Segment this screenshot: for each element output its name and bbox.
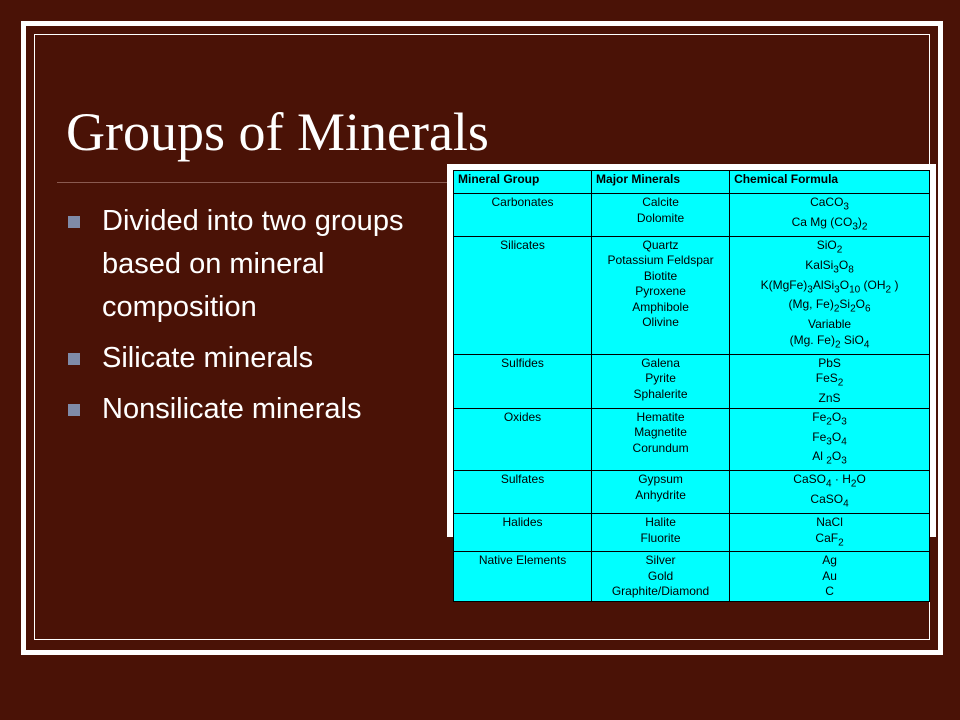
chemical-formula: CaCO$_3$ bbox=[810, 195, 849, 213]
table-row bbox=[454, 514, 930, 552]
cell-chemical-formula bbox=[730, 514, 930, 552]
header-major-minerals: Major Minerals bbox=[592, 171, 730, 194]
chemical-formula: Al $_2O_3$ bbox=[812, 449, 847, 467]
mineral-name: Potassium Feldspar bbox=[607, 253, 714, 268]
cell-chemical-formula bbox=[730, 354, 930, 408]
table-row bbox=[454, 471, 930, 514]
mineral-name: Quartz bbox=[642, 237, 679, 252]
mineral-name: Pyrite bbox=[645, 371, 676, 386]
chemical-formula: $K(MgFe)_3AlSi_3O_{10}$ ($OH_2$ ) bbox=[760, 277, 899, 295]
cell-mineral-group: Oxides bbox=[454, 408, 592, 471]
chemical-formula: Au bbox=[822, 568, 837, 583]
cell-major-minerals bbox=[592, 514, 730, 552]
chemical-formula: Ca Mg $(CO_3)_2$ bbox=[791, 214, 868, 233]
mineral-name: Hematite bbox=[636, 409, 685, 424]
chemical-formula: FeS$_2$ bbox=[815, 371, 844, 389]
cell-mineral-group: Halides bbox=[454, 514, 592, 552]
mineral-name: Halite bbox=[645, 515, 676, 530]
mineral-name: Magnetite bbox=[634, 425, 687, 440]
chemical-formula: $KalSi_3O_8$ bbox=[805, 257, 854, 276]
square-bullet-icon bbox=[68, 404, 80, 416]
chemical-formula: Variable bbox=[807, 317, 852, 332]
mineral-name: Calcite bbox=[642, 195, 679, 209]
title-divider bbox=[57, 182, 452, 183]
chemical-formula: ZnS bbox=[818, 391, 841, 406]
mineral-name: Graphite/Diamond bbox=[611, 584, 710, 599]
mineral-name: Dolomite bbox=[636, 210, 685, 225]
mineral-name: Olivine bbox=[642, 315, 679, 330]
cell-chemical-formula bbox=[730, 236, 930, 354]
table-row bbox=[454, 354, 930, 408]
mineral-name: Corundum bbox=[632, 440, 689, 455]
header-chemical-formula: Chemical Formula bbox=[730, 171, 930, 194]
chemical-formula: SiO$_2$ bbox=[816, 237, 843, 256]
bullet-text: Divided into two groups based on mineral composition bbox=[102, 205, 404, 323]
bullet-text: Nonsilicate minerals bbox=[102, 393, 362, 425]
cell-mineral-group: Native Elements bbox=[454, 552, 592, 602]
mineral-name: Galena bbox=[641, 355, 680, 370]
chemical-formula: $Fe_2O_3$ bbox=[812, 409, 847, 428]
chemical-formula: Ag bbox=[822, 553, 837, 568]
cell-major-minerals bbox=[592, 236, 730, 354]
bullet-item bbox=[68, 388, 440, 431]
cell-chemical-formula bbox=[730, 471, 930, 514]
cell-major-minerals bbox=[592, 552, 730, 602]
bullet-item bbox=[68, 337, 440, 380]
bullet-list bbox=[68, 200, 440, 431]
cell-mineral-group: Sulfates bbox=[454, 471, 592, 514]
cell-major-minerals bbox=[592, 354, 730, 408]
bullet-text: Silicate minerals bbox=[102, 342, 314, 374]
chemical-formula: C bbox=[825, 584, 834, 599]
cell-major-minerals bbox=[592, 194, 730, 237]
cell-chemical-formula bbox=[730, 408, 930, 471]
table-row bbox=[454, 408, 930, 471]
chemical-formula: PbS bbox=[818, 355, 841, 370]
chemical-formula: CaF$_2$ bbox=[815, 530, 844, 548]
slide-title: Groups of Minerals bbox=[66, 102, 489, 162]
cell-mineral-group: Sulfides bbox=[454, 354, 592, 408]
table-header-row bbox=[454, 171, 930, 194]
bullet-item bbox=[68, 200, 440, 329]
mineral-name: Biotite bbox=[643, 268, 678, 283]
table-row bbox=[454, 194, 930, 237]
mineral-table-image bbox=[447, 164, 936, 599]
mineral-name: Silver bbox=[645, 553, 676, 568]
cell-mineral-group: Silicates bbox=[454, 236, 592, 354]
table-row bbox=[454, 552, 930, 602]
table-row bbox=[454, 236, 930, 354]
chemical-formula: (Mg. $Fe)_2$ SiO$_4$ bbox=[789, 332, 870, 351]
cell-major-minerals bbox=[592, 408, 730, 471]
mineral-name: Anhydrite bbox=[635, 487, 686, 502]
cell-chemical-formula bbox=[730, 194, 930, 237]
table-body bbox=[454, 194, 930, 602]
square-bullet-icon bbox=[68, 216, 80, 228]
cell-chemical-formula bbox=[730, 552, 930, 602]
mineral-name: Amphibole bbox=[632, 299, 689, 314]
mineral-groups-table bbox=[453, 170, 930, 602]
mineral-name: Pyroxene bbox=[635, 284, 686, 299]
mineral-name: Sphalerite bbox=[633, 386, 688, 401]
chemical-formula: CaSO$_4$ bbox=[810, 492, 849, 510]
mineral-name: Gypsum bbox=[638, 472, 683, 487]
mineral-name: Fluorite bbox=[640, 530, 681, 545]
cell-major-minerals bbox=[592, 471, 730, 514]
chemical-formula: $Fe_3O_4$ bbox=[812, 429, 847, 447]
chemical-formula: CaSO$_4$ · $H_2O$ bbox=[793, 472, 866, 490]
square-bullet-icon bbox=[68, 353, 80, 365]
cell-mineral-group: Carbonates bbox=[454, 194, 592, 237]
mineral-name: Gold bbox=[647, 568, 674, 583]
chemical-formula: (Mg, $Fe)_2Si_2O_6$ bbox=[788, 297, 871, 315]
chemical-formula: NaCl bbox=[816, 515, 843, 530]
header-mineral-group: Mineral Group bbox=[454, 171, 592, 194]
